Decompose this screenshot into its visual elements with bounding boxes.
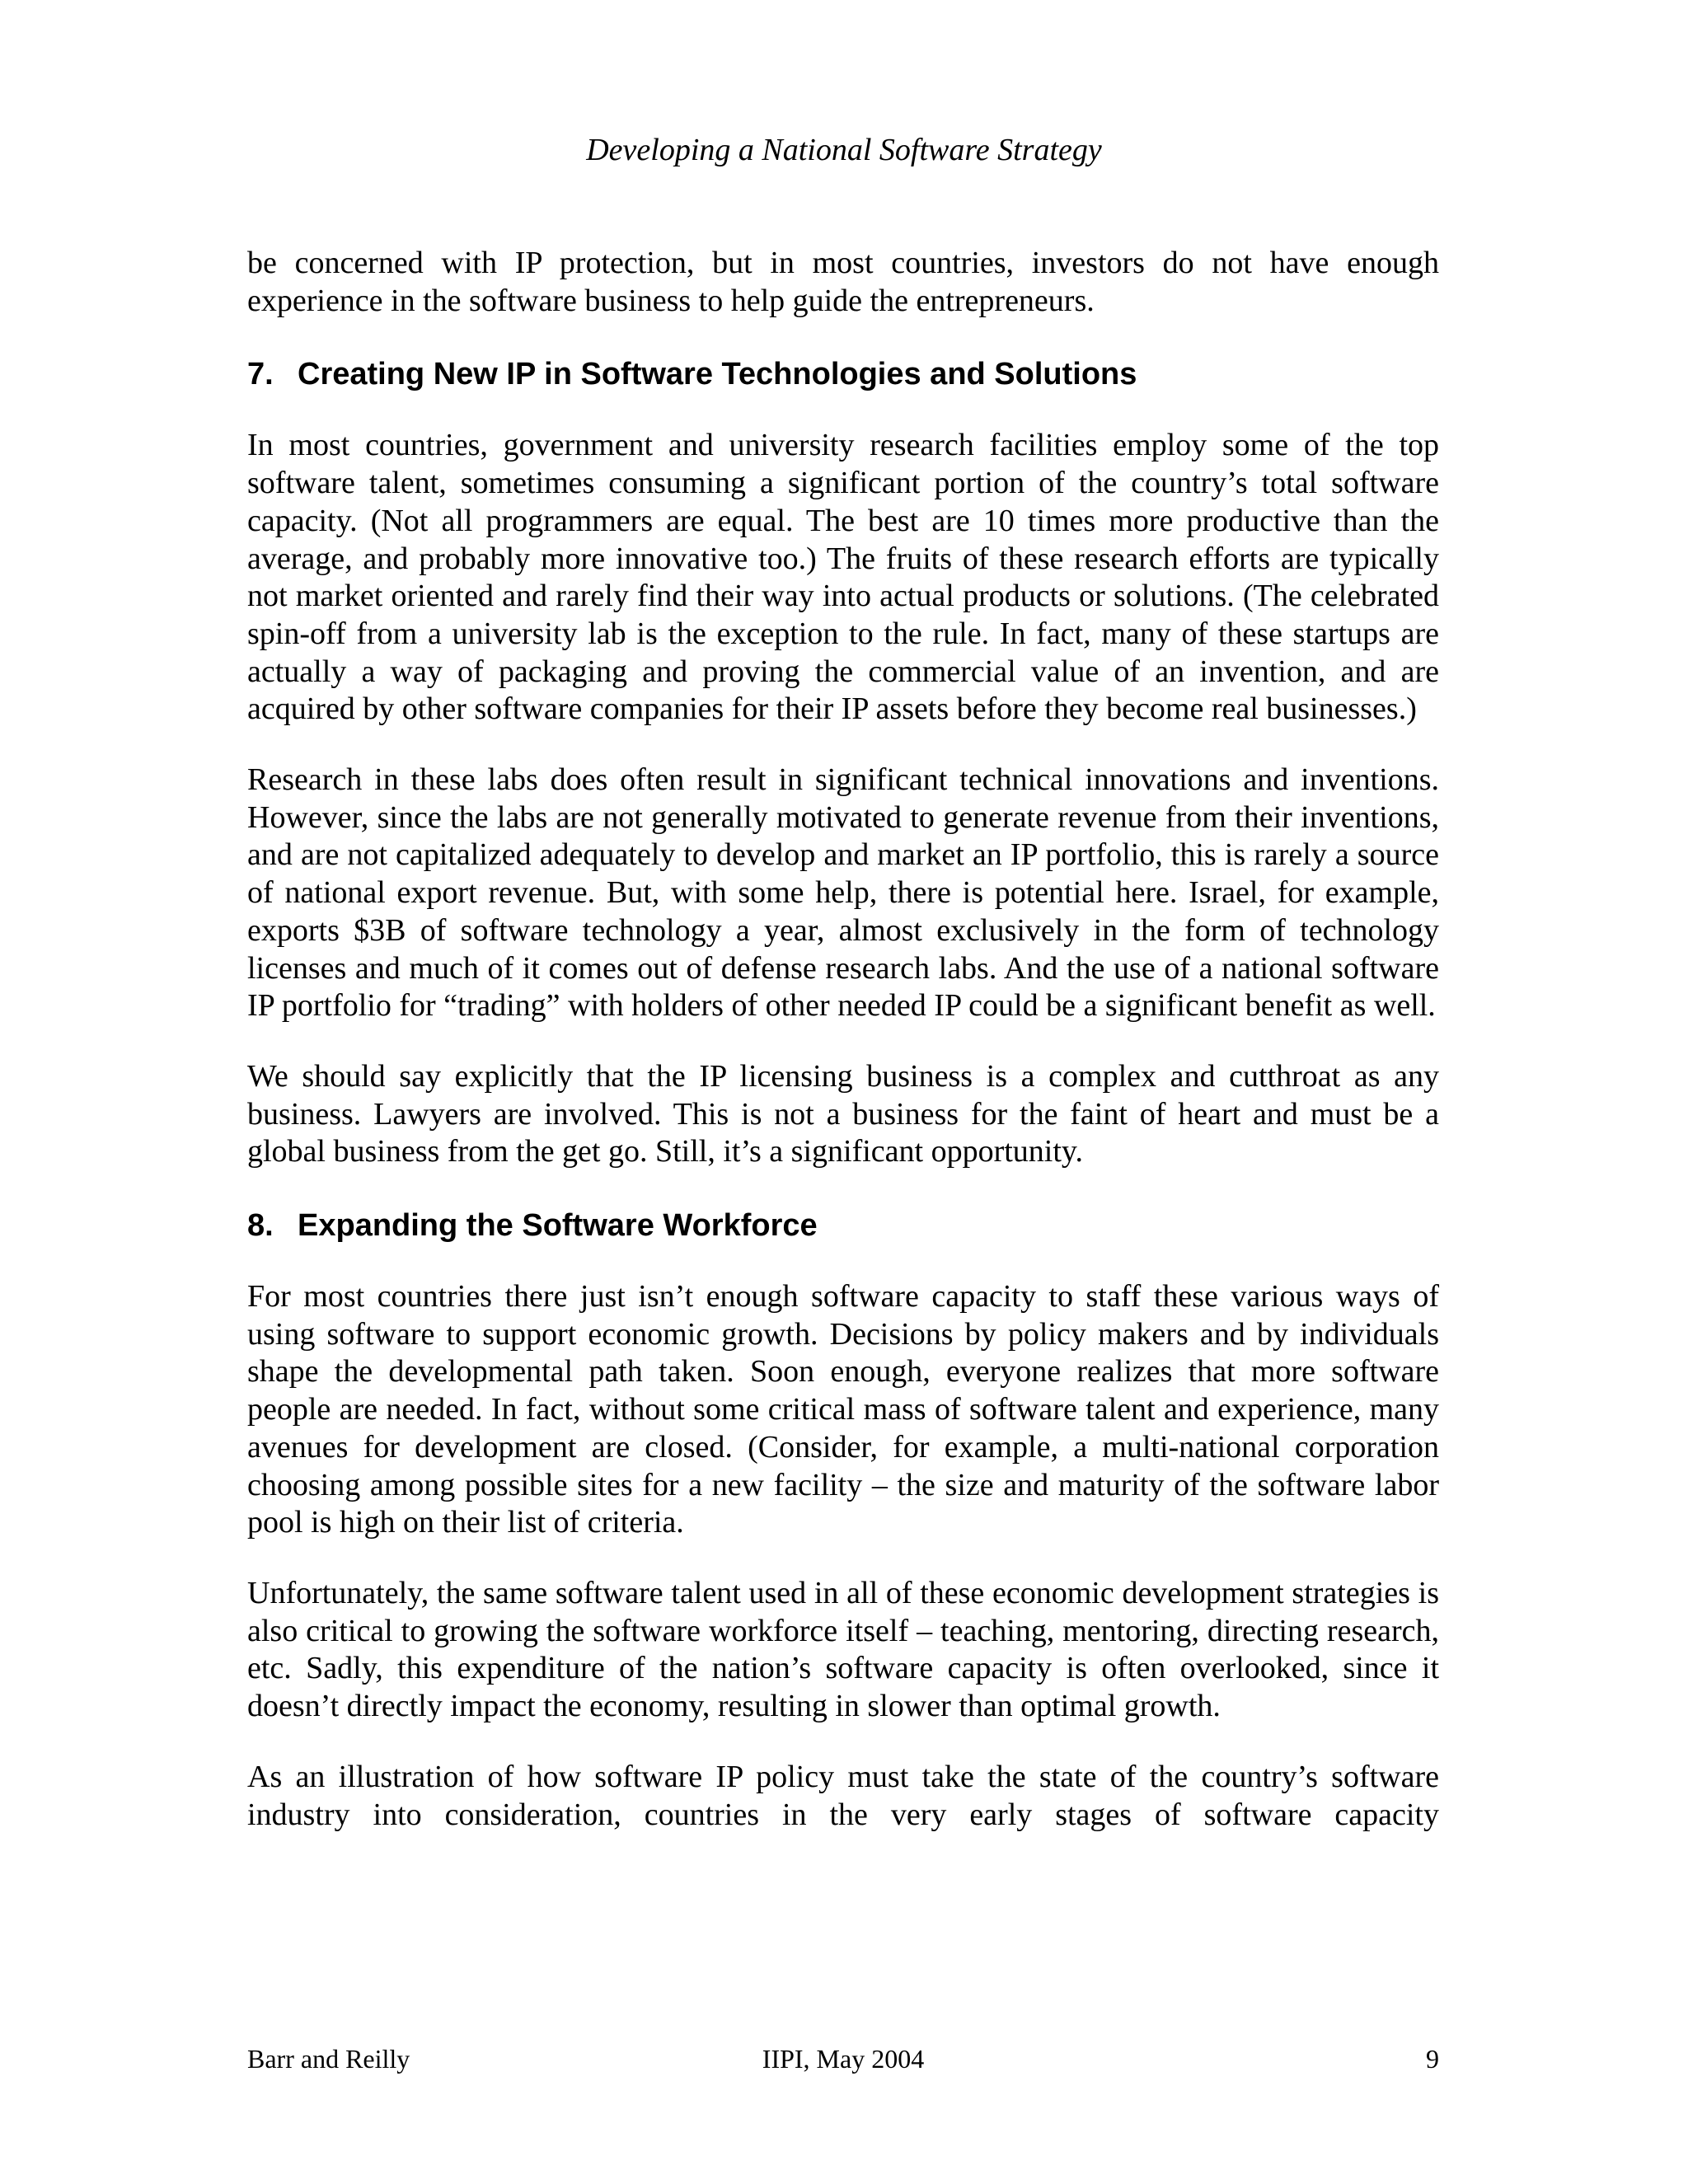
section-title: Expanding the Software Workforce	[298, 1208, 818, 1244]
page-footer	[247, 2042, 1439, 2075]
paragraph: In most countries, government and university research facilities employ some of the top software talent, sometimes consuming a significant portion of the country’s total software capacity. (Not all programmers are equal. The best are 10 times more productive than the average, and probably more innovative too.) The fruits of these research efforts are typically not market oriented and rarely find their way into actual products or solutions. (The celebrated spin-off from a university lab is the exception to the rule. In fact, many of these startups are actually a way of packaging and proving the commercial value of an invention, and are acquired by other software companies for their IP assets before they become real businesses.)	[247, 428, 1439, 727]
paragraph: For most countries there just isn’t enough software capacity to staff these various ways of using software to support economic growth. Decisions by policy makers and by individuals shape the developmental path taken. Soon enough, everyone realizes that more software people are needed. In fact, without some critical mass of software talent and experience, many avenues for development are closed. (Consider, for example, a multi-national corporation choosing among possible sites for a new facility – the size and maturity of the software labor pool is high on their list of criteria.	[247, 1279, 1439, 1540]
page-number: 9	[1426, 2044, 1439, 2074]
paragraph: Unfortunately, the same software talent used in all of these economic development strategies is also critical to growing the software workforce itself – teaching, mentoring, directing research, etc. Sadly, this expenditure of the nation’s software capacity is often overlooked, since it doesn’t directly impact the economy, resulting in slower than optimal growth.	[247, 1575, 1439, 1724]
paragraph-continued: As an illustration of how software IP policy must take the state of the country’s software industry into consideration, countries in the very early stages of software capacity	[247, 1759, 1439, 1832]
section-title: Creating New IP in Software Technologies and Solutions	[298, 357, 1137, 392]
section-number: 7.	[247, 357, 274, 392]
footer-publication: IIPI, May 2004	[762, 2044, 925, 2074]
running-header: Developing a National Software Strategy	[586, 133, 1102, 167]
section-heading	[247, 1204, 1439, 1245]
paragraph: We should say explicitly that the IP licensing business is a complex and cutthroat as any business. Lawyers are involved. This is not a business for the faint of heart and must be a global business from the get go. Still, it’s a significant opportunity.	[247, 1058, 1439, 1169]
paragraph: be concerned with IP protection, but in most countries, investors do not have enough experience in the software business to help guide the entrepreneurs.	[247, 246, 1439, 318]
page-body	[247, 245, 1439, 1867]
section-heading	[247, 353, 1439, 394]
footer-authors: Barr and Reilly	[247, 2044, 410, 2074]
paragraph: Research in these labs does often result in significant technical innovations and inventions. However, since the labs are not generally motivated to generate revenue from their inventions, and are not capitalized adequately to develop and market an IP portfolio, this is rarely a source of national export revenue. But, with some help, there is potential here. Israel, for example, exports $3B of software technology a year, almost exclusively in the form of technology licenses and much of it comes out of defense research labs. And the use of a national software IP portfolio for “trading” with holders of other needed IP could be a significant benefit as well.	[247, 762, 1439, 1024]
section-number: 8.	[247, 1208, 274, 1244]
